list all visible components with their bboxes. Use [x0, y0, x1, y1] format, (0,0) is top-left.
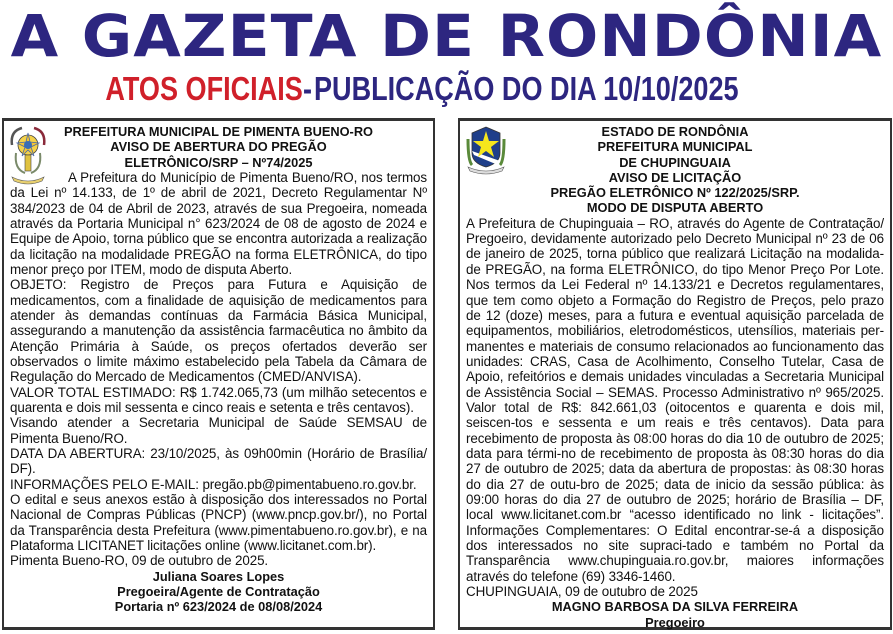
notice-heading	[466, 124, 884, 216]
heading-line: PREFEITURA MUNICIPAL	[597, 139, 753, 155]
signature-block	[466, 599, 884, 630]
opening-date: DATA DA ABERTURA: 23/10/2025, às 09h00min (Horário de Brasília/ DF).	[10, 446, 427, 477]
signer-role: Pregoeiro	[645, 614, 705, 630]
publication-date: PUBLICAÇÃO DO DIA 10/10/2025	[313, 70, 739, 107]
heading-line: PREGÃO ELETRÔNICO Nº 122/2025/SRP.	[550, 185, 800, 201]
newspaper-title: A GAZETA DE RONDÔNIA	[10, 2, 883, 70]
signer-name: MAGNO BARBOSA DA SILVA FERREIRA	[551, 599, 799, 615]
estimated-value: VALOR TOTAL ESTIMADO: R$ 1.742.065,73 (um milhão setecentos e quarenta e dois mil sessenta e cinco reais e setenta e três centavos).	[10, 384, 427, 416]
heading-line: ESTADO DE RONDÔNIA	[601, 124, 749, 139]
signer-name: Juliana Soares Lopes	[152, 568, 285, 584]
heading-line: AVISO DE ABERTURA DO PREGÃO	[110, 139, 327, 155]
notice-chupinguaia	[458, 118, 892, 630]
publication-banner	[0, 70, 893, 108]
notice-body	[466, 216, 884, 600]
contact-email: INFORMAÇÕES PELO E-MAIL: pregão.pb@pimentabueno.ro.gov.br.	[10, 476, 417, 492]
notice-pimenta-bueno	[2, 118, 435, 630]
heading-line: MODO DE DISPUTA ABERTO	[586, 200, 764, 216]
place-date: CHUPINGUAIA, 09 de outubro de 2025	[466, 584, 698, 600]
heading-line: PREFEITURA MUNICIPAL DE PIMENTA BUENO-RO	[63, 124, 374, 139]
edital-availability: O edital e seus anexos estão à disposição dos interessados no Portal Nacional de Compras Públicas (PNCP) (www.pncp.gov.br/), no Portal da Transparência desta Prefeitura (www.pimentabueno.ro.gov.br), e na Plataforma LICITANET licitações online (www.licitanet.com.br).	[10, 492, 427, 554]
heading-line: DE CHUPINGUAIA	[619, 154, 731, 170]
signer-role: Pregoeira/Agente de Contratação	[117, 584, 320, 600]
object-paragraph: OBJETO: Registro de Preços para Futura e Aquisição de medicamentos, com a finalidade de aquisição de medicamentos para atender às demandas contínuas da Farmácia Básica Municipal, assegurando a manutenção da assistência farmacêutica no âmbito da Atenção Primária à Saúde, os preços ofertados deverão ser observados o limite máximo estabelecido pela Tabela da Câmara de Regulação do Mercado de Medicamentos (CMED/ANVISA).	[10, 277, 427, 385]
notice-heading	[10, 124, 427, 170]
intro-paragraph: A Prefeitura do Município de Pimenta Bueno/RO, nos termos da Lei nº 14.133, de 1º de abril de 2021, Decreto Regulamentar Nº 384/2023 de 04 de Abril de 2023, através de sua Pregoeira, nomeada através da Portaria Municipal n° 623/2024 de 08 de agosto de 2024 e Equipe de Apoio, torna público que se encontra autorizada a realização da licitação na modalidade PREGÃO na forma ELETRÔNICA, do tipo menor preço por ITEM, modo de disputa Aberto.	[10, 169, 427, 277]
notice-body	[10, 170, 427, 569]
target-secretariat: Visando atender a Secretaria Municipal de Saúde SEMSAU de Pimenta Bueno/RO.	[10, 415, 427, 446]
heading-line: AVISO DE LICITAÇÃO	[608, 169, 742, 185]
signature-block	[10, 569, 427, 615]
heading-line: ELETRÔNICO/SRP – Nº74/2025	[124, 154, 313, 170]
section-label: ATOS OFICIAIS	[105, 70, 303, 107]
main-paragraph: A Prefeitura de Chupinguaia – RO, através do Agente de Contratação/ Pregoeiro, devidamente autorizado pelo Decreto Municipal nº 23 de 06 de janeiro de 2025, torna público que realizará Licitação na modalida-de PREGÃO, na forma ELETRÔNICO, do tipo Menor Preço Por Lote. Nos termos da Lei Federal nº 14.133/21 e Decretos regulamentares, que tem como objeto a Formação do Registro de Preços, pelo prazo de 12 (doze) meses, para a futura e eventual aquisição parcelada de equipamentos, mobiliários, eletrodomésticos, utensílios, materiais per-manentes e materiais de consumo relacionados ao funcionamento das unidades: CRAS, Casa de Acolhimento, Conselho Tutelar, Casa de Apoio, refeitórios e demais unidades vinculadas a Secretaria Municipal de Assistência Social – SEMAS. Processo Administrativo nº 965/2025. Valor total de R$: 842.661,03 (oitocentos e quarenta e dois mil, seiscen-tos e sessenta e um reais e três centavos). Data para recebimento de proposta às 08:00 horas do dia 10 de outubro de 2025; data para térmi-no de recebimento de proposta às 08:30 horas do dia 27 de outubro de 2025; data da abertura de propostas: às 08:30 horas do dia 27 de outu-bro de 2025; data de inicio da sessão pública: às 09:00 horas do dia 27 de outubro de 2025; horário de Brasília – DF, local www.licitanet.com.br “acesso identificado no link - licitações”. Informações Complementares: O Edital encontrar-se-á a disposição dos interessados no site supraci-tado e também no Portal da Transparência www.chupinguaia.ro.gov.br, maiores informações através do telefone (69) 3346-1460.	[466, 215, 884, 584]
signer-ordinance: Portaria nº 623/2024 de 08/08/2024	[114, 599, 323, 615]
banner-separator: -	[302, 70, 312, 107]
place-date: Pimenta Bueno-RO, 09 de outubro de 2025.	[10, 553, 269, 569]
